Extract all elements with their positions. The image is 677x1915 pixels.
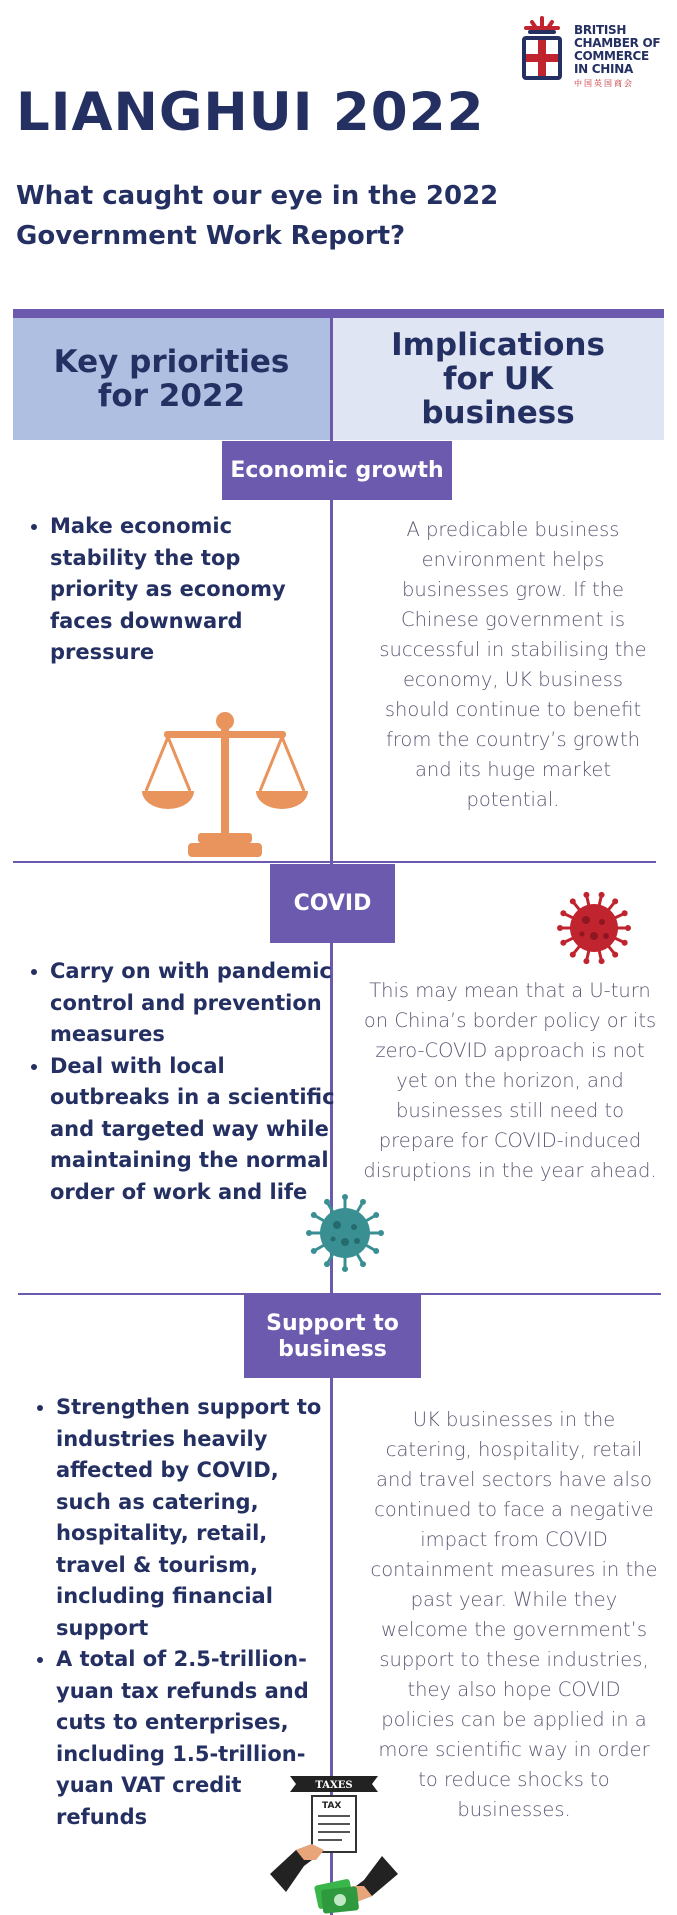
- logo-line: CHAMBER OF: [574, 36, 661, 50]
- implication-covid: This may mean that a U-turn on China’s border policy or its zero-COVID approach is not yet on the horizon, and businesses still need to prepare for COVID-induced disruptions in the year ahead.: [363, 979, 657, 1182]
- page-subtitle: What caught our eye in the 2022 Government Work Report?: [16, 181, 499, 251]
- header-left-text: Key priorities for 2022: [53, 344, 290, 414]
- header-top-bar: [13, 309, 664, 318]
- section-label-covid: COVID: [270, 864, 395, 943]
- priority-list-economic-growth: [30, 511, 290, 669]
- section-separator: [13, 861, 656, 863]
- priority-item: • Strengthen support to industries heavily affected by COVID, such as catering, hospitality, retail, travel & tourism, including financial support: [56, 1392, 326, 1644]
- section-label-support-to-business: Support to business: [244, 1295, 421, 1378]
- priority-list-support-to-business: [36, 1392, 326, 1833]
- header-right-text: Implications for UK business: [391, 327, 605, 431]
- logo-wordmark: [574, 24, 660, 76]
- logo-chinese-text: 中国英国商会: [574, 79, 634, 88]
- priority-item: • Deal with local outbreaks in a scientific and targeted way while maintaining the normal order of work and life: [50, 1051, 340, 1209]
- virus-red-icon: [556, 890, 632, 966]
- priority-item: • A total of 2.5-trillion-yuan tax refunds and cuts to enterprises, including 1.5-trillion-yuan VAT credit refunds: [56, 1644, 326, 1833]
- section-label-economic-growth: Economic growth: [222, 441, 452, 500]
- header-right-cell: [332, 318, 664, 440]
- implication-support-to-business: UK businesses in the catering, hospitality, retail and travel sectors have also continued to face a negative impact from COVID containment measures in the past year. While they welcome the government’s support to these industries, they also hope COVID policies can be applied in a more scientific way in order to reduce shocks to businesses.: [370, 1408, 658, 1821]
- tax-form-text: TAX: [322, 1801, 342, 1811]
- page-title: LIANGHUI 2022: [16, 82, 485, 143]
- tax-banner-text: TAXES: [315, 1780, 353, 1791]
- logo-line: IN CHINA: [574, 62, 633, 76]
- priority-item: • Make economic stability the top priority as economy faces downward pressure: [50, 511, 290, 669]
- tax-icon: [268, 1774, 400, 1915]
- logo-line: BRITISH: [574, 23, 627, 37]
- virus-teal-icon: [305, 1193, 385, 1273]
- priority-item: • Carry on with pandemic control and prevention measures: [50, 956, 340, 1051]
- implication-economic-growth: A predicable business environment helps businesses grow. If the Chinese government is successful in stabilising the economy, UK business should continue to benefit from the country’s growth and its huge market potential.: [379, 518, 647, 811]
- priority-list-covid: [30, 956, 340, 1208]
- logo-line: COMMERCE: [574, 49, 649, 63]
- scale-icon: [140, 705, 310, 859]
- header-left-cell: [13, 318, 330, 440]
